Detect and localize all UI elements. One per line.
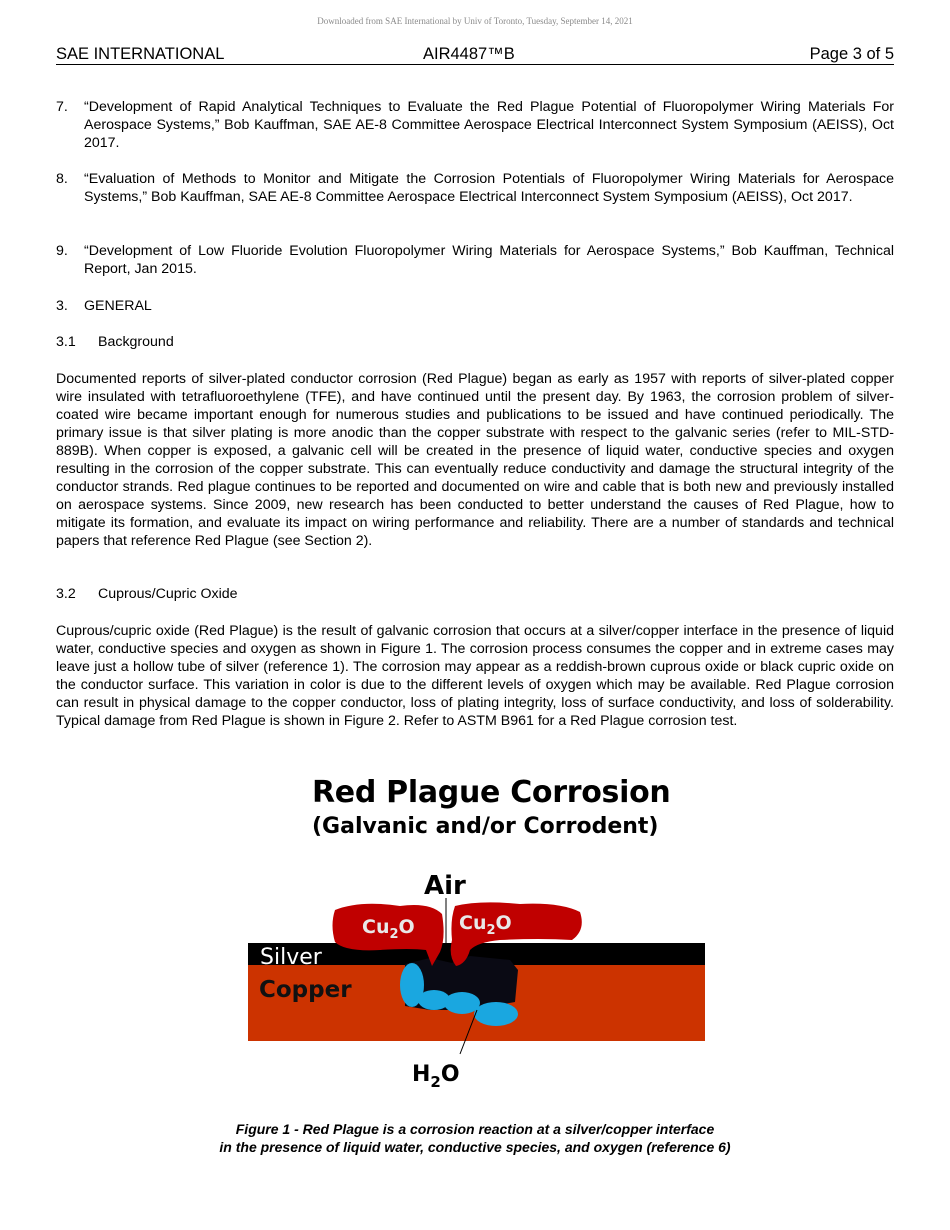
label-cu2o-right: $Cu_2O$ bbox=[459, 912, 512, 938]
page-header bbox=[56, 44, 894, 65]
label-cu2o-left: $Cu_2O$ bbox=[362, 916, 415, 942]
header-organization: SAE INTERNATIONAL bbox=[56, 45, 225, 63]
caption-line-2: in the presence of liquid water, conductive species, and oxygen (reference 6) bbox=[219, 1139, 731, 1155]
section-title: GENERAL bbox=[84, 298, 152, 314]
figure-caption bbox=[0, 1120, 950, 1156]
section-title: Cuprous/Cupric Oxide bbox=[98, 586, 238, 602]
label-silver: Silver bbox=[260, 945, 322, 970]
header-page-number: Page 3 of 5 bbox=[809, 45, 894, 63]
reference-number: 9. bbox=[56, 243, 68, 259]
section-number: 3. bbox=[56, 298, 68, 314]
reference-text: “Development of Low Fluoride Evolution Fluoropolymer Wiring Materials for Aerospace Systems,” Bob Kauffman, Technical Report, Jan 2015. bbox=[84, 243, 894, 277]
figure-subtitle: (Galvanic and/or Corrodent) bbox=[312, 814, 659, 839]
water-droplet bbox=[444, 992, 480, 1014]
reference-text: “Evaluation of Methods to Monitor and Mitigate the Corrosion Potentials of Fluoropolymer Wiring Materials for Aerospace Systems,” Bob Kauffman, SAE AE-8 Committee Aerospace Electrical Interconnect System Symposium (AEISS), Oct 2017. bbox=[84, 171, 894, 205]
section-title: Background bbox=[98, 334, 174, 350]
label-copper: Copper bbox=[259, 977, 352, 1003]
reference-number: 7. bbox=[56, 99, 68, 115]
section-number: 3.2 bbox=[56, 586, 76, 602]
water-droplet bbox=[474, 1002, 518, 1026]
reference-item bbox=[56, 98, 894, 152]
reference-item bbox=[56, 170, 894, 206]
label-h2o: $H_2O$ bbox=[412, 1062, 460, 1091]
section-number: 3.1 bbox=[56, 334, 76, 350]
reference-text: “Development of Rapid Analytical Techniques to Evaluate the Red Plague Potential of Fluoropolymer Wiring Materials For Aerospace Systems,” Bob Kauffman, SAE AE-8 Committee Aerospace Electrical Interconnect System Symposium (AEISS), Oct 2017. bbox=[84, 99, 894, 151]
oxide-paragraph: Cuprous/cupric oxide (Red Plague) is the result of galvanic corrosion that occurs at a silver/copper interface in the presence of liquid water, conductive species and oxygen as shown in Figure 1. The corrosion process consumes the copper and in extreme cases may leave just a hollow tube of silver (reference 1). The corrosion may appear as a reddish-brown cuprous oxide or black cupric oxide on the conductor surface. This variation in color is due to the different levels of oxygen which may be available. Red Plague corrosion can result in physical damage to the copper conductor, loss of plating integrity, loss of surface conductivity, and loss of solderability. Typical damage from Red Plague is shown in Figure 2. Refer to ASTM B961 for a Red Plague corrosion test. bbox=[56, 623, 894, 729]
figure-1 bbox=[0, 770, 950, 1110]
download-watermark: Downloaded from SAE International by Univ of Toronto, Tuesday, September 14, 2021 bbox=[317, 16, 633, 26]
corrosion-diagram bbox=[0, 770, 950, 1110]
reference-number: 8. bbox=[56, 171, 68, 187]
background-paragraph: Documented reports of silver-plated conductor corrosion (Red Plague) began as early as 1957 with reports of silver-plated copper wire insulated with tetrafluoroethylene (TFE), and have continued until the present day. By 1963, the corrosion problem of silver-coated wire became important enough for numerous studies and publications to be issued and have continued periodically. The primary issue is that silver plating is more anodic than the copper substrate with respect to the galvanic series (refer to MIL-STD-889B). When copper is exposed, a galvanic cell will be created in the presence of liquid water, conductive species and oxygen resulting in the corrosion of the copper substrate. This can eventually reduce conductivity and damage the structural integrity of the conductor strands. Red plague continues to be reported and documented on wire and cable that is both new and previously installed on aerospace systems. Since 2009, new research has been conducted to better understand the causes of Red Plague, how to mitigate its formation, and evaluate its impact on wiring performance and reliability. There are a number of standards and technical papers that reference Red Plague (see Section 2). bbox=[56, 371, 894, 549]
figure-title: Red Plague Corrosion bbox=[312, 775, 671, 810]
reference-item bbox=[56, 242, 894, 278]
section-heading-background bbox=[56, 333, 174, 351]
section-heading-oxide bbox=[56, 585, 238, 603]
label-air: Air bbox=[424, 871, 466, 901]
header-document-number: AIR4487™B bbox=[423, 45, 515, 63]
section-heading-general bbox=[56, 297, 152, 315]
caption-line-1: Figure 1 - Red Plague is a corrosion reaction at a silver/copper interface bbox=[235, 1121, 715, 1137]
